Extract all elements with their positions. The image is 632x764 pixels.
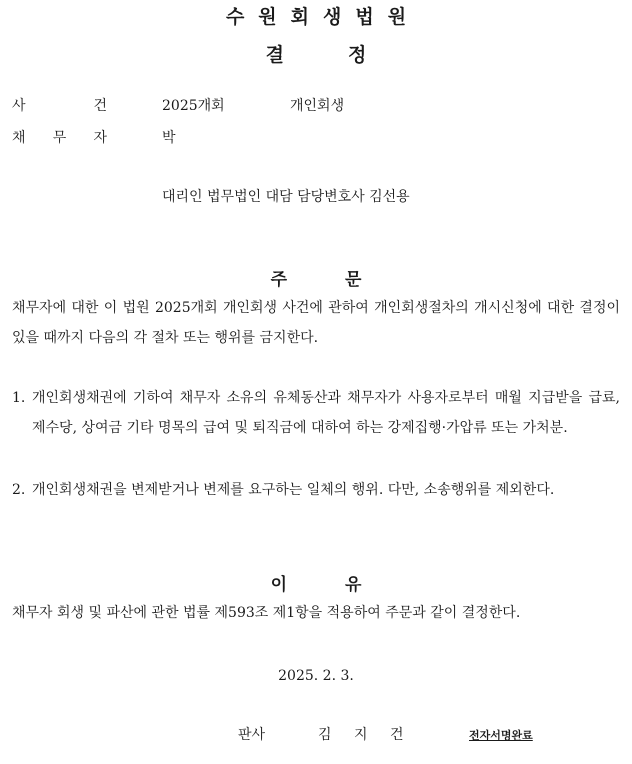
debtor-label (12, 127, 107, 147)
document-title: 결정 (265, 44, 431, 66)
order-item-number: 2. (12, 482, 26, 498)
decision-date: 2025. 2. 3. (278, 668, 354, 684)
court-name: 수원회생법원 (225, 6, 421, 28)
debtor-name: 박 (162, 130, 176, 146)
debtor-label-char: 자 (93, 130, 107, 146)
order-item-number: 1. (12, 390, 26, 406)
judge-name: 김 지 건 (318, 727, 413, 743)
agent-line: 대리인 법무법인 대담 담당변호사 김선용 (162, 189, 410, 205)
reason-text: 채무자 회생 및 파산에 관한 법률 제593조 제1항을 적용하여 주문과 같이 결정한다. (12, 605, 521, 621)
e-signature-stamp: 전자서명완료 (469, 729, 533, 742)
judge-title: 판사 (238, 727, 266, 743)
case-label-char: 사 (12, 98, 26, 114)
order-item-text: 개인회생채권을 변제받거나 변제를 요구하는 일체의 행위. 다만, 소송행위를 제외한다. (32, 482, 555, 498)
order-item-text: 개인회생채권에 기하여 채무자 소유의 유체동산과 채무자가 사용자로부터 매월 지급받을 급료, 제수당, 상여금 기타 명목의 급여 및 퇴직금에 대하여 하는 강제집행·가압류 또는 가처분. (32, 390, 620, 436)
case-label (12, 95, 107, 115)
debtor-label-char: 무 (52, 130, 67, 146)
order-intro: 채무자에 대한 이 법원 2025개회 개인회생 사건에 관하여 개인회생절차의 개시신청에 대한 결정이 있을 때까지 다음의 각 절차 또는 행위를 금지한다. (12, 300, 620, 346)
order-item (12, 475, 620, 505)
case-type: 개인회생 (290, 98, 345, 114)
reason-heading: 이유 (270, 575, 420, 595)
order-heading: 주문 (270, 270, 420, 290)
debtor-label-char: 채 (12, 130, 26, 146)
case-number: 2025개회 (162, 98, 225, 114)
case-label-char: 건 (93, 98, 107, 114)
order-item (12, 383, 620, 443)
